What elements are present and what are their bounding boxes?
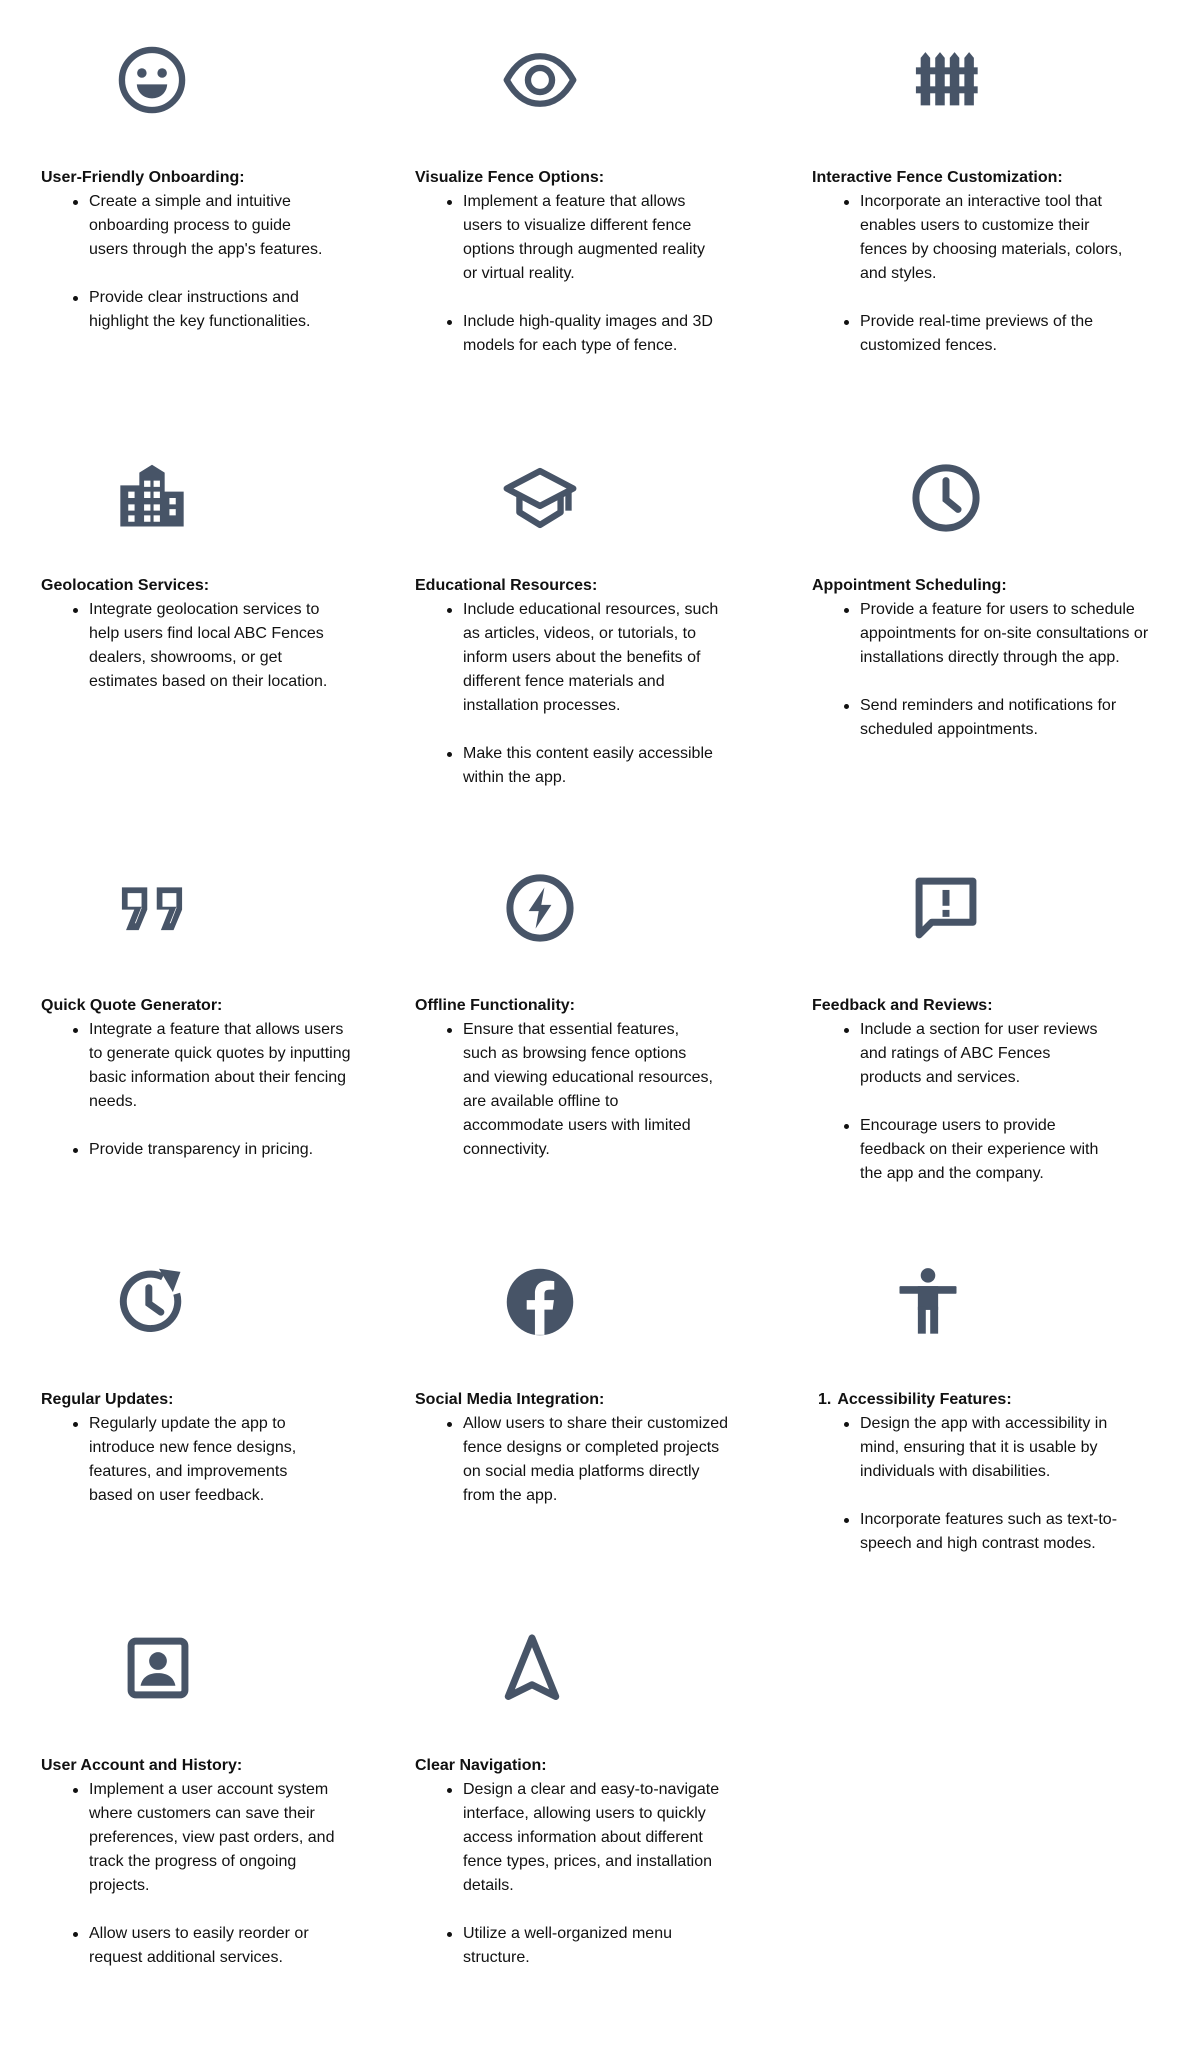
feature-bullet-list [463,1412,733,1508]
list-item: Design a clear and easy-to-navigate interface, allowing users to quickly access information about different fence types, prices, and installation details. [463,1778,733,1898]
list-item: Integrate geolocation services to help users find local ABC Fences dealers, showrooms, or get estimates based on their location. [89,598,335,694]
feature-title-text: Accessibility Features: [837,1391,1012,1408]
feature-title: User-Friendly Onboarding: [41,169,245,186]
feature-title: Offline Functionality: [415,997,575,1014]
graduation-cap-icon [502,460,578,536]
feature-title: Visualize Fence Options: [415,169,605,186]
eye-icon [502,42,578,118]
list-item: Incorporate features such as text-to-speech and high contrast modes. [860,1508,1140,1556]
list-item: Provide real-time previews of the customized fences. [860,310,1130,358]
feature-title: Interactive Fence Customization: [812,169,1063,186]
feature-title: Appointment Scheduling: [812,577,1007,594]
feature-title: Feedback and Reviews: [812,997,993,1014]
clock-icon [908,460,984,536]
list-item: Include high-quality images and 3D models for each type of fence. [463,310,713,358]
smiley-face-icon [114,42,190,118]
feature-bullet-list [89,190,327,334]
list-item: Encourage users to provide feedback on their experience with the app and the company. [860,1114,1100,1186]
list-item: Implement a user account system where customers can save their preferences, view past orders, and track the progress of ongoing projects. [89,1778,359,1898]
list-item: Design the app with accessibility in mind, ensuring that it is usable by individuals with disabilities. [860,1412,1140,1484]
feature-bullet-list [860,598,1170,742]
feature-title: Clear Navigation: [415,1757,547,1774]
accessibility-person-icon [890,1264,966,1340]
list-item: Ensure that essential features, such as browsing fence options and viewing educational resources, are available offline to accommodate users with limited connectivity. [463,1018,713,1162]
feedback-message-icon [908,870,984,946]
feature-title: User Account and History: [41,1757,243,1774]
feature-bullet-list [860,1412,1140,1556]
list-item: Provide clear instructions and highlight the key functionalities. [89,286,327,334]
list-item: Allow users to share their customized fence designs or completed projects on social media platforms directly from the app. [463,1412,733,1508]
feature-title: Regular Updates: [41,1391,174,1408]
list-item: Include educational resources, such as articles, videos, or tutorials, to inform users about the benefits of different fence materials and installation processes. [463,598,733,718]
feature-bullet-list [89,1412,329,1508]
feature-title [818,1388,1012,1412]
list-item: Provide transparency in pricing. [89,1138,359,1162]
feature-bullet-list [89,1018,359,1162]
feature-bullet-list [860,190,1130,358]
facebook-icon [502,1264,578,1340]
list-item: Allow users to easily reorder or request additional services. [89,1922,359,1970]
feature-title: Educational Resources: [415,577,598,594]
user-account-icon [120,1630,196,1706]
feature-bullet-list [860,1018,1100,1186]
feature-bullet-list [463,1778,733,1970]
fence-icon [908,42,984,118]
feature-title: Geolocation Services: [41,577,210,594]
list-item: Regularly update the app to introduce new fence designs, features, and improvements based on user feedback. [89,1412,329,1508]
list-item: Make this content easily accessible within the app. [463,742,733,790]
lightning-bolt-icon [502,870,578,946]
building-icon [114,460,190,536]
list-item: Provide a feature for users to schedule appointments for on-site consultations or installations directly through the app. [860,598,1170,670]
feature-bullet-list [463,598,733,790]
list-item: Utilize a well-organized menu structure. [463,1922,733,1970]
list-item: Incorporate an interactive tool that enables users to customize their fences by choosing materials, colors, and styles. [860,190,1130,286]
quote-icon [114,870,190,946]
navigation-arrow-icon [494,1630,570,1706]
feature-bullet-list [463,1018,713,1162]
list-item: Implement a feature that allows users to visualize different fence options through augmented reality or virtual reality. [463,190,713,286]
feature-bullet-list [89,598,335,694]
feature-title: Quick Quote Generator: [41,997,223,1014]
feature-bullet-list [89,1778,359,1970]
feature-title: Social Media Integration: [415,1391,605,1408]
list-item: Create a simple and intuitive onboarding process to guide users through the app's features. [89,190,327,262]
update-clock-icon [114,1264,190,1340]
list-item: Include a section for user reviews and ratings of ABC Fences products and services. [860,1018,1100,1090]
list-item: Send reminders and notifications for scheduled appointments. [860,694,1170,742]
list-item: Integrate a feature that allows users to generate quick quotes by inputting basic information about their fencing needs. [89,1018,359,1114]
feature-bullet-list [463,190,713,358]
list-number: 1. [818,1391,832,1408]
